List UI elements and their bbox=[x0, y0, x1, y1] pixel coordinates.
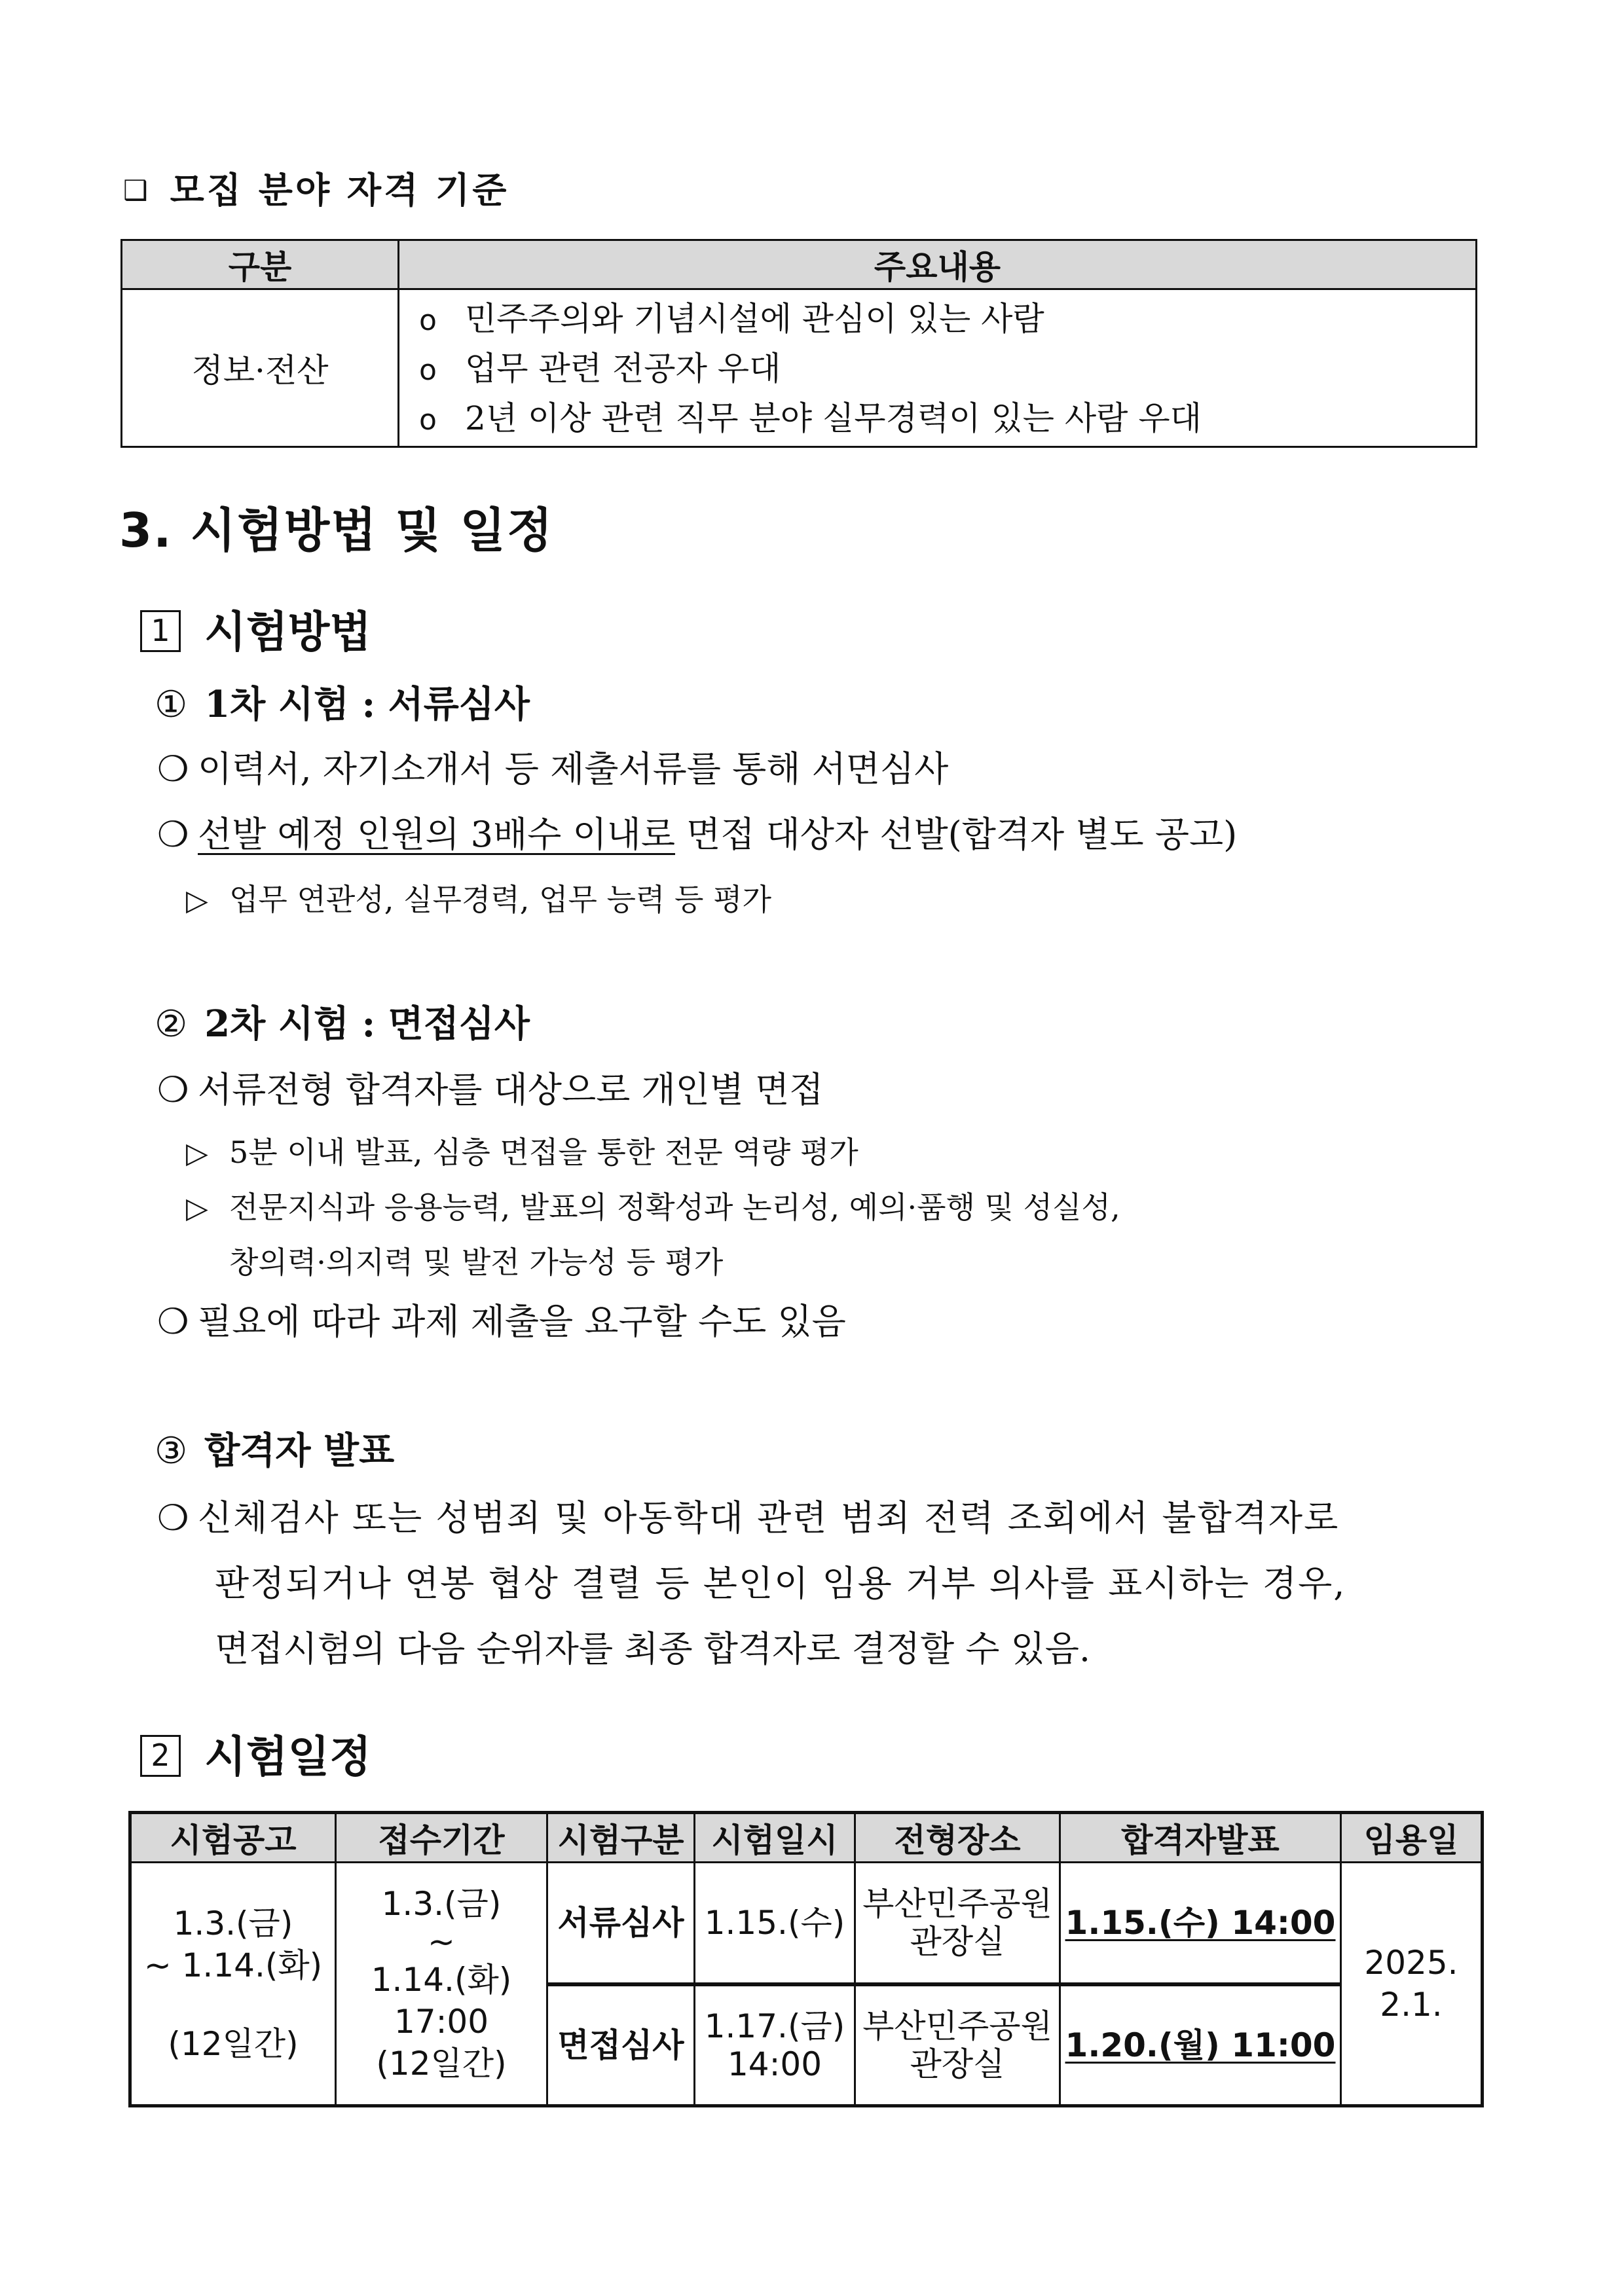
place-line: 관장실 bbox=[910, 1922, 1005, 1961]
qualification-heading bbox=[123, 162, 509, 213]
notice-line: (12일간) bbox=[168, 2025, 299, 2063]
step-2-bullet-1 bbox=[157, 1062, 823, 1112]
announce-cell bbox=[1060, 1984, 1341, 2106]
circle-bullet-icon: ❍ bbox=[157, 1069, 189, 1110]
header-appointment: 임용일 bbox=[1341, 1813, 1483, 1863]
qualification-title: 모집 분야 자격 기준 bbox=[170, 170, 509, 211]
qualification-item-text: 2년 이상 관련 직무 분야 실무경력이 있는 사람 우대 bbox=[465, 399, 1202, 437]
reception-line: 17:00 bbox=[394, 2003, 489, 2041]
circle-bullet-icon: ❍ bbox=[157, 748, 189, 790]
bullet-text: 이력서, 자기소개서 등 제출서류를 통해 서면심사 bbox=[198, 748, 949, 790]
step-number: ③ bbox=[155, 1430, 188, 1472]
bullet-text: 필요에 따라 과제 제출을 요구할 수도 있음 bbox=[198, 1301, 846, 1342]
circle-bullet-icon: o bbox=[419, 304, 437, 337]
method-title: 시험방법 bbox=[204, 607, 372, 657]
table-row bbox=[130, 1863, 1483, 1984]
circle-bullet-icon: ❍ bbox=[157, 814, 189, 855]
reception-line: (12일간) bbox=[376, 2045, 507, 2083]
step-1-bullet-2 bbox=[157, 807, 1237, 857]
step-2-sub-2-cont: 창의력·의지력 및 발전 가능성 등 평가 bbox=[229, 1245, 724, 1280]
step-1-bullet-1 bbox=[157, 741, 948, 792]
reception-line: 1.3.(금) bbox=[381, 1885, 502, 1923]
step-1-title bbox=[155, 676, 530, 728]
schedule-heading bbox=[140, 1722, 371, 1784]
qualification-category: 정보·전산 bbox=[122, 289, 399, 447]
triangle-right-icon: ▷ bbox=[186, 884, 208, 917]
sub-text: 전문지식과 응용능력, 발표의 정확성과 논리성, 예의·품행 및 성실성, bbox=[229, 1190, 1120, 1225]
announce-text: 1.20.(월) 11:00 bbox=[1065, 2026, 1336, 2064]
place-line: 부산민주공원 bbox=[862, 2007, 1052, 2045]
step-2-title bbox=[155, 995, 530, 1048]
header-content: 주요내용 bbox=[399, 240, 1477, 289]
appointment-line: 2025. bbox=[1364, 1944, 1458, 1982]
method-heading bbox=[140, 597, 371, 659]
step-number: ② bbox=[155, 1003, 188, 1046]
triangle-right-icon: ▷ bbox=[186, 1137, 208, 1170]
datetime-cell bbox=[695, 1984, 855, 2106]
qualification-items bbox=[399, 289, 1477, 447]
header-announce: 합격자발표 bbox=[1060, 1813, 1341, 1863]
bullet-text: 면접 대상자 선발(합격자 별도 공고) bbox=[674, 814, 1238, 855]
place-line: 관장실 bbox=[910, 2045, 1005, 2083]
reception-line: 1.14.(화) bbox=[371, 1961, 512, 1999]
paragraph-line: 면접시험의 다음 순위자를 최종 합격자로 결정할 수 있음. bbox=[215, 1628, 1091, 1669]
datetime-line: 1.15.(수) bbox=[704, 1903, 845, 1942]
header-type: 시험구분 bbox=[547, 1813, 695, 1863]
step-title-text: 2차 시험 : 면접심사 bbox=[204, 1002, 530, 1046]
boxed-number-icon: 2 bbox=[140, 1735, 181, 1777]
triangle-right-icon: ▷ bbox=[186, 1192, 208, 1225]
place-cell bbox=[855, 1984, 1060, 2106]
schedule-table bbox=[128, 1811, 1484, 2107]
datetime-cell bbox=[695, 1863, 855, 1984]
appointment-cell bbox=[1341, 1863, 1483, 2106]
qualification-item-text: 민주주의와 기념시설에 관심이 있는 사람 bbox=[465, 300, 1044, 338]
qualification-row bbox=[122, 289, 1477, 447]
appointment-line: 2.1. bbox=[1380, 1986, 1443, 2024]
datetime-line: 1.17.(금) bbox=[704, 2007, 845, 2045]
step-1-sub-1 bbox=[186, 876, 771, 919]
underlined-text: 선발 예정 인원의 3배수 이내로 bbox=[198, 814, 675, 855]
header-place: 전형장소 bbox=[855, 1813, 1060, 1863]
place-line: 부산민주공원 bbox=[862, 1884, 1052, 1923]
circle-bullet-icon: ❍ bbox=[157, 1301, 189, 1342]
boxed-number-icon: 1 bbox=[140, 610, 181, 652]
type-cell: 서류심사 bbox=[547, 1863, 695, 1984]
type-cell: 면접심사 bbox=[547, 1984, 695, 2106]
bullet-text: 서류전형 합격자를 대상으로 개인별 면접 bbox=[198, 1069, 824, 1110]
step-title-text: 합격자 발표 bbox=[204, 1429, 395, 1472]
qualification-item-text: 업무 관련 전공자 우대 bbox=[465, 350, 781, 388]
header-category: 구분 bbox=[122, 240, 399, 289]
circle-bullet-icon: ❍ bbox=[157, 1497, 189, 1539]
notice-line: 1.3.(금) bbox=[173, 1904, 293, 1942]
step-2-sub-2 bbox=[186, 1184, 1120, 1227]
qualification-table bbox=[120, 239, 1477, 448]
circle-bullet-icon: o bbox=[419, 354, 437, 387]
circle-bullet-icon: o bbox=[419, 403, 437, 437]
paragraph-line: 신체검사 또는 성범죄 및 아동학대 관련 범죄 전력 조회에서 불합격자로 bbox=[198, 1497, 1340, 1539]
schedule-title: 시험일정 bbox=[204, 1732, 372, 1782]
place-cell bbox=[855, 1863, 1060, 1984]
step-3-title bbox=[155, 1422, 394, 1474]
notice-cell bbox=[130, 1863, 336, 2106]
list-item bbox=[419, 294, 1475, 344]
header-notice: 시험공고 bbox=[130, 1813, 336, 1863]
list-item bbox=[419, 344, 1475, 393]
announce-cell bbox=[1060, 1863, 1341, 1984]
sub-text: 업무 연관성, 실무경력, 업무 능력 등 평가 bbox=[229, 882, 771, 917]
square-bullet-icon: ❑ bbox=[123, 174, 151, 206]
step-2-sub-1 bbox=[186, 1129, 858, 1172]
header-datetime: 시험일시 bbox=[695, 1813, 855, 1863]
datetime-line: 14:00 bbox=[727, 2045, 822, 2083]
reception-line: ~ bbox=[428, 1923, 455, 1961]
step-3-paragraph bbox=[157, 1490, 1339, 1540]
reception-cell bbox=[336, 1863, 547, 2106]
header-reception: 접수기간 bbox=[336, 1813, 547, 1863]
step-number: ① bbox=[155, 683, 188, 726]
step-2-bullet-2 bbox=[157, 1294, 846, 1344]
section3-title: 3. 시험방법 및 일정 bbox=[119, 503, 554, 558]
list-item bbox=[419, 393, 1475, 443]
qualification-header-row bbox=[122, 240, 1477, 289]
paragraph-line: 판정되거나 연봉 협상 결렬 등 본인이 임용 거부 의사를 표시하는 경우, bbox=[215, 1563, 1346, 1604]
schedule-header-row bbox=[130, 1813, 1483, 1863]
sub-text: 5분 이내 발표, 심층 면접을 통한 전문 역량 평가 bbox=[229, 1135, 858, 1170]
step-title-text: 1차 시험 : 서류심사 bbox=[204, 683, 530, 726]
announce-text: 1.15.(수) 14:00 bbox=[1065, 1903, 1336, 1942]
notice-line: ~ 1.14.(화) bbox=[143, 1946, 323, 1984]
